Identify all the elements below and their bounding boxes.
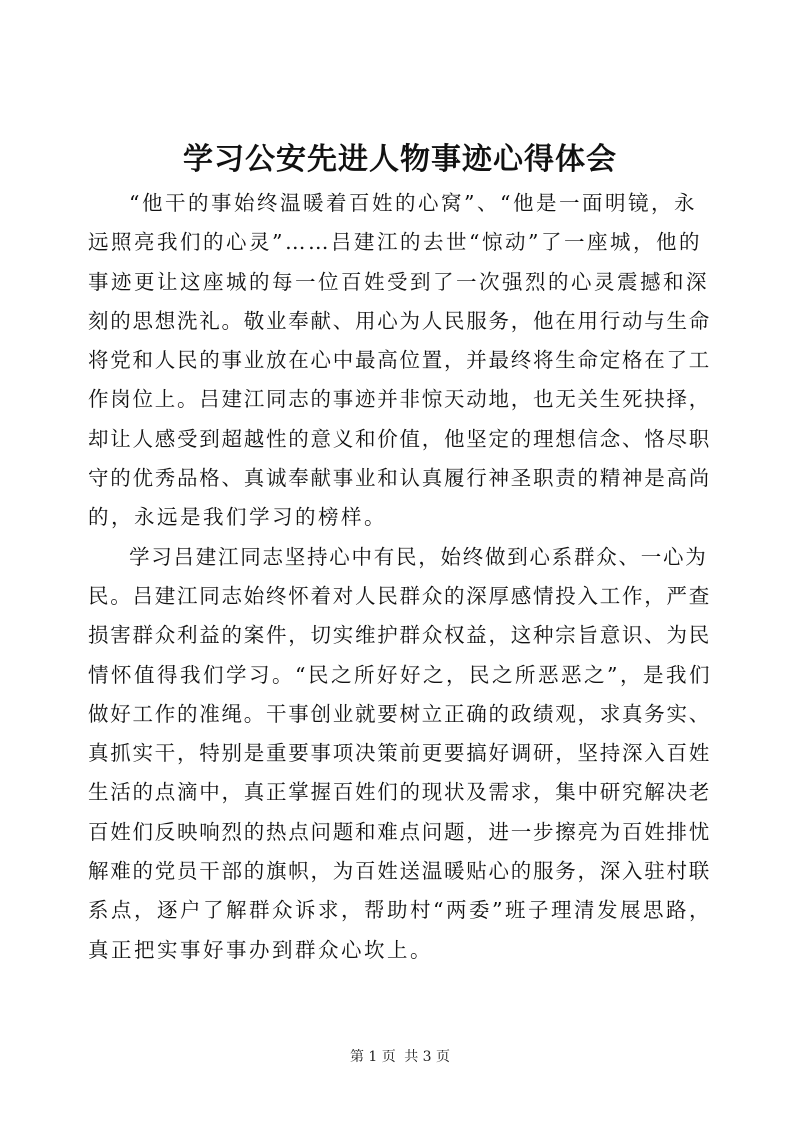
text-line: “他干的事始终温暖着百姓的心窝”、“他是一面明镜，永 <box>129 191 697 215</box>
text-line: 作岗位上。吕建江同志的事迹并非惊天动地，也无关生死抉择， <box>88 387 711 412</box>
text-line: 系点，逐户了解群众诉求，帮助村“两委”班子理清发展思路， <box>88 898 712 923</box>
text-line: 百姓们反映响烈的热点问题和难点问题，进一步擦亮为百姓排忧 <box>88 819 711 844</box>
text-line: 的，永远是我们学习的榜样。 <box>88 505 387 530</box>
page-number: 第 1 页 <box>349 1049 396 1065</box>
document-title: 学习公安先进人物事迹心得体会 <box>183 142 617 177</box>
text-line: 学习吕建江同志坚持心中有民，始终做到心系群众、一心为 <box>129 544 708 569</box>
text-line: 事迹更让这座城的每一位百姓受到了一次强烈的心灵震撼和深 <box>88 269 709 294</box>
text-line: 民。吕建江同志始终怀着对人民群众的深厚感情投入工作，严查 <box>88 583 711 608</box>
text-line: 守的优秀品格、真诚奉献事业和认真履行神圣职责的精神是高尚 <box>88 466 711 491</box>
text-line: 却让人感受到超越性的意义和价值，他坚定的理想信念、恪尽职 <box>88 426 711 451</box>
text-line: 真正把实事好事办到群众心坎上。 <box>88 937 433 962</box>
text-line: 真抓实干，特别是重要事项决策前更要搞好调研，坚持深入百姓 <box>88 741 711 766</box>
text-line: 损害群众利益的案件，切实维护群众权益，这种宗旨意识、为民 <box>88 623 711 648</box>
document-body <box>88 184 713 970</box>
text-line: 将党和人民的事业放在心中最高位置，并最终将生命定格在了工 <box>88 348 711 373</box>
page-total: 共 3 页 <box>404 1049 451 1065</box>
text-line: 做好工作的准绳。干事创业就要树立正确的政绩观，求真务实、 <box>88 701 711 726</box>
text-line: 远照亮我们的心灵”……吕建江的去世“惊动”了一座城，他的 <box>88 230 702 255</box>
paragraph-2 <box>88 538 713 970</box>
text-line: 解难的党员干部的旗帜，为百姓送温暖贴心的服务，深入驻村联 <box>88 859 711 884</box>
paragraph-1 <box>88 184 713 538</box>
text-line: 情怀值得我们学习。“民之所好好之，民之所恶恶之”，是我们 <box>88 662 712 687</box>
text-line: 刻的思想洗礼。敬业奉献、用心为人民服务，他在用行动与生命 <box>88 308 711 333</box>
text-line: 生活的点滴中，真正掌握百姓们的现状及需求，集中研究解决老 <box>88 780 711 805</box>
page-footer <box>0 1047 800 1067</box>
